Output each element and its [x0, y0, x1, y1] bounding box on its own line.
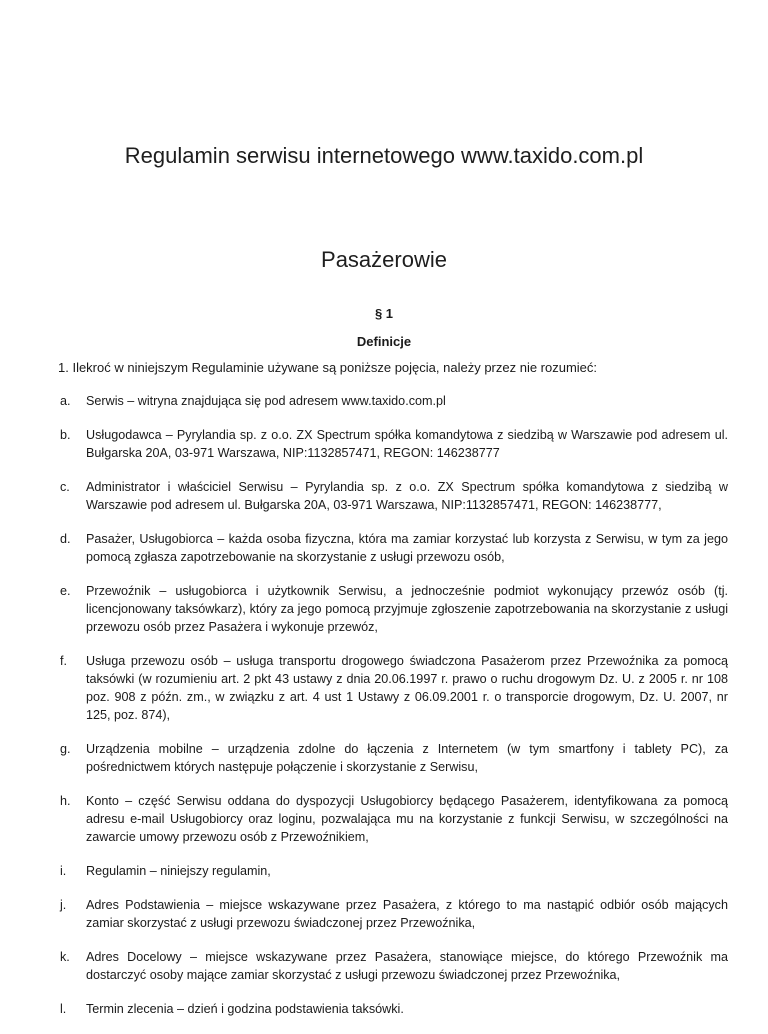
definition-text: Przewoźnik – usługobiorca i użytkownik Serwisu, a jednocześnie podmiot wykonujący przewóz osób (tj. licencjonowany taksówkarz), który za jego pomocą przyjmuje zgłoszenie zapotrzebowania na skorzystanie z usługi przewozu osób przez Pasażera i wykonuje przewóz,: [86, 584, 728, 634]
definition-marker: c.: [60, 480, 70, 494]
definition-item: [58, 792, 728, 846]
definition-item: [58, 896, 728, 932]
definition-marker: k.: [60, 950, 70, 964]
definition-text: Administrator i właściciel Serwisu – Pyrylandia sp. z o.o. ZX Spectrum spółka komandytowa z siedzibą w Warszawie pod adresem ul. Bułgarska 20A, 03-971 Warszawa, NIP:1132857471, REGON: 146238777,: [86, 480, 728, 512]
definition-text: Urządzenia mobilne – urządzenia zdolne do łączenia z Internetem (w tym smartfony i tablety PC), za pośrednictwem których następuje połączenie i skorzystanie z Serwisu,: [86, 742, 728, 774]
document-title: Regulamin serwisu internetowego www.taxido.com.pl: [124, 143, 644, 168]
definition-text: Usługa przewozu osób – usługa transportu drogowego świadczona Pasażerom przez Przewoźnika za pomocą taksówki (w rozumieniu art. 2 pkt 43 ustawy z dnia 20.06.1997 r. prawo o ruchu drogowym Dz. U. z 2005 r. nr 108 poz. 908 z późn. zm., w związku z art. 4 ust 1 Ustawy z 06.09.2001 r. o transporcie drogowym, Dz. U. 2007, nr 125, poz. 874),: [86, 654, 728, 722]
definition-text: Serwis – witryna znajdująca się pod adresem www.taxido.com.pl: [86, 394, 446, 408]
paragraph-symbol: § 1: [374, 306, 394, 321]
definition-marker: b.: [60, 428, 71, 442]
definition-marker: a.: [60, 394, 71, 408]
definition-text: Konto – część Serwisu oddana do dyspozycji Usługobiorcy będącego Pasażerem, identyfikowana za pomocą adresu e-mail Usługobiorcy oraz loginu, pozwalająca mu na korzystanie z funkcji Serwisu, w szczególności na zawarcie umowy przewozu osób z Przewoźnikiem,: [86, 794, 728, 844]
definition-text: Termin zlecenia – dzień i godzina podstawienia taksówki.: [86, 1002, 404, 1016]
definition-text: Regulamin – niniejszy regulamin,: [86, 864, 271, 878]
definition-text: Usługodawca – Pyrylandia sp. z o.o. ZX Spectrum spółka komandytowa z siedzibą w Warszawie pod adresem ul. Bułgarska 20A, 03-971 Warszawa, NIP:1132857471, REGON: 146238777: [86, 428, 728, 460]
definition-marker: f.: [60, 654, 67, 668]
definition-marker: i.: [60, 864, 67, 878]
intro-text: 1. Ilekroć w niniejszym Regulaminie używane są poniższe pojęcia, należy przez nie rozumieć:: [58, 360, 598, 375]
definition-marker: h.: [60, 794, 71, 808]
definition-item: [58, 652, 728, 724]
definition-marker: g.: [60, 742, 71, 756]
paragraph-heading: Definicje: [356, 334, 412, 349]
definition-text: Adres Docelowy – miejsce wskazywane przez Pasażera, stanowiące miejsce, do którego Przewoźnik ma dostarczyć osoby mające zamiar skorzystać z usługi przewozu świadczonej przez Przewoźnika,: [86, 950, 728, 982]
definition-text: Pasażer, Usługobiorca – każda osoba fizyczna, która ma zamiar korzystać lub korzysta z Serwisu, w tym za jego pomocą zgłasza zapotrzebowanie na skorzystanie z usługi przewozu osób,: [86, 532, 728, 564]
definition-item: [58, 426, 728, 462]
definition-item: [58, 1000, 728, 1018]
definition-item: [58, 948, 728, 984]
definition-item: [58, 392, 728, 410]
definition-item: [58, 582, 728, 636]
definition-marker: d.: [60, 532, 71, 546]
definition-item: [58, 530, 728, 566]
definition-marker: j.: [60, 898, 67, 912]
definition-item: [58, 862, 728, 880]
definition-marker: e.: [60, 584, 71, 598]
definitions-list: [58, 392, 728, 1034]
definition-item: [58, 740, 728, 776]
section-title: Pasażerowie: [321, 247, 447, 272]
definition-item: [58, 478, 728, 514]
definition-text: Adres Podstawienia – miejsce wskazywane przez Pasażera, z którego to ma nastąpić odbiór osób mających zamiar skorzystać z usługi przewozu świadczonej przez Przewoźnika,: [86, 898, 728, 930]
definition-marker: l.: [60, 1002, 67, 1016]
